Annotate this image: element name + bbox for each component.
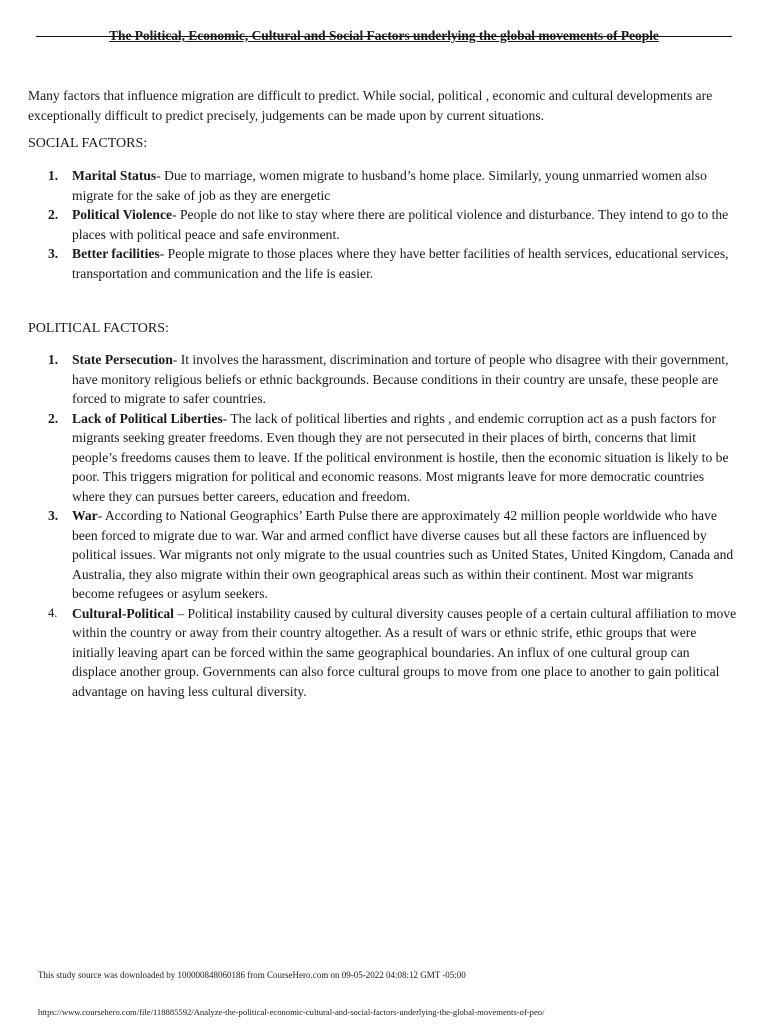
factor-description: - People migrate to those places where they have better facilities of health services, educational services, transportation and communication and the life is easier. (72, 246, 729, 281)
factor-term: Cultural-Political (72, 605, 174, 621)
list-item (48, 244, 737, 283)
download-notice: This study source was downloaded by 100000848060186 from CourseHero.com on 09-05-2022 04:08:12 GMT -05:00 (38, 970, 466, 980)
source-url-link[interactable]: https://www.coursehero.com/file/118885592/Analyze-the-political-economic-cultural-and-social-factors-underlying-the-global-movements-of-peo/ (38, 1007, 545, 1017)
document-title: The Political, Economic, Cultural and Social Factors underlying the global movements of People (109, 28, 659, 43)
factor-description: - Due to marriage, women migrate to husband’s home place. Similarly, young unmarried women also migrate for the sake of job as they are energetic (72, 168, 707, 203)
factor-term: Lack of Political Liberties (72, 410, 223, 426)
list-number: 3. (48, 508, 59, 523)
list-item (48, 506, 737, 604)
factor-term: State Persecution (72, 352, 173, 367)
factor-term: Better facilities (72, 246, 160, 261)
list-item (48, 166, 737, 205)
factor-description: - The lack of political liberties and rights , and endemic corruption act as a push factors for migrants seeking greater freedoms. Even though they are not persecuted in their places of birth, concerns that limit people’s freedoms causes them to leave. If the political environment is hostile, then the economic situation is likely to be poor. This triggers migration for political and economic reasons. Most migrants leave for more democratic countries where they can pursues better careers, education and freedom. (72, 410, 729, 504)
list-number: 2. (48, 410, 59, 426)
list-number: 1. (48, 352, 59, 367)
list-item (48, 604, 737, 702)
list-item (48, 205, 737, 244)
factor-description: - According to National Geographics’ Earth Pulse there are approximately 42 million people worldwide who have been forced to migrate due to war. War and armed conflict have diverse causes but all these factors are influenced by political issues. War migrants not only migrate to the usual countries such as United States, United Kingdom, Canada and Australia, they also migrate within their own geographical areas such as within their continent. Most war migrants become refugees or asylum seekers. (72, 508, 734, 601)
factor-term: War (72, 508, 98, 523)
list-number: 1. (48, 168, 59, 183)
intro-paragraph: Many factors that influence migration are difficult to predict. While social, political , economic and cultural developments are exceptionally difficult to predict precisely, judgements can be made upon by current situations. (28, 88, 713, 123)
factor-description: - People do not like to stay where there are political violence and disturbance. They intend to go to the places with political peace and safe environment. (72, 207, 729, 242)
list-number: 4. (48, 605, 58, 620)
social-factors-heading: SOCIAL FACTORS: (28, 136, 148, 151)
list-number: 2. (48, 207, 59, 222)
list-number: 3. (48, 246, 59, 261)
political-factors-list (48, 350, 737, 701)
factor-description: – Political instability caused by cultural diversity causes people of a certain cultural affiliation to move within the country or away from their country altogether. As a result of wars or ethnic strife, ethic groups that were initially leaving apart can be forced within the same geographical boundaries. An influx of one cultural group can displace another group. Governments can also force cultural groups to move from one place to another to gain political advantage on having less cultural diversity. (72, 605, 737, 699)
list-item (48, 350, 737, 409)
factor-term: Political Violence (72, 207, 173, 222)
social-factors-list (48, 166, 737, 283)
political-factors-heading: POLITICAL FACTORS: (28, 321, 169, 336)
list-item (48, 409, 737, 507)
factor-description: - It involves the harassment, discrimination and torture of people who disagree with their government, have monitory religious beliefs or ethnic backgrounds. Because conditions in their country are unsafe, these people are forced to migrate to safer countries. (72, 352, 729, 406)
factor-term: Marital Status (72, 168, 157, 183)
